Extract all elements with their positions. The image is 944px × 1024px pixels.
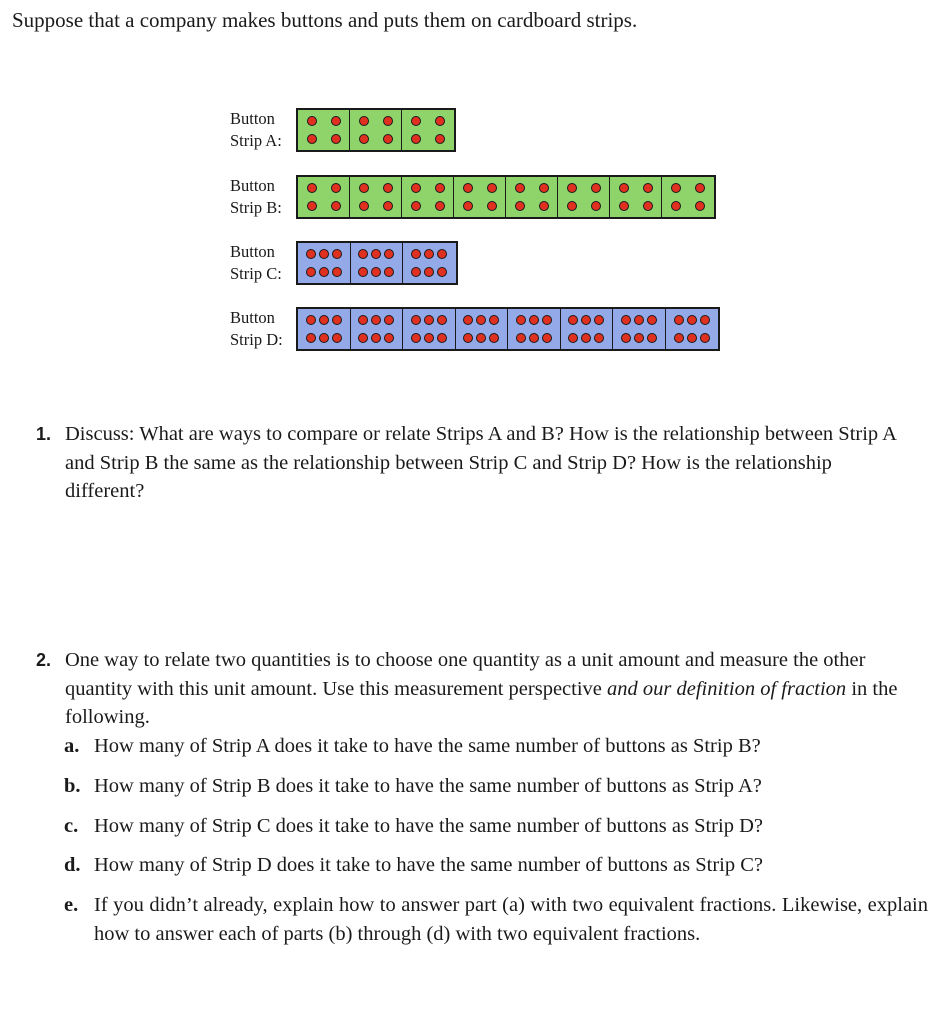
strip-unit xyxy=(662,177,714,217)
button-dot xyxy=(306,333,316,343)
button-dot xyxy=(411,183,421,193)
button-dot xyxy=(700,315,710,325)
strip-unit xyxy=(456,309,509,349)
button-dot xyxy=(411,315,421,325)
button-dot xyxy=(619,201,629,211)
button-dot xyxy=(529,333,539,343)
strip-unit xyxy=(350,110,402,150)
button-dot xyxy=(358,315,368,325)
question-2-part-a xyxy=(64,732,928,761)
button-dot xyxy=(319,315,329,325)
question-2-part-b xyxy=(64,772,928,801)
button-dot xyxy=(515,201,525,211)
question-1-text: Discuss: What are ways to compare or relate Strips A and B? How is the relationship between Strip A and Strip B the same as the relationship between Strip C and Strip D? How is the relationship different? xyxy=(65,423,896,502)
strip-unit xyxy=(610,177,662,217)
part-e-letter: e. xyxy=(64,894,79,916)
button-dot xyxy=(463,333,473,343)
button-dot xyxy=(539,201,549,211)
part-b-text: How many of Strip B does it take to have the same number of buttons as Strip A? xyxy=(94,775,762,797)
button-dot xyxy=(487,201,497,211)
button-dot xyxy=(700,333,710,343)
button-dot xyxy=(307,183,317,193)
button-dot xyxy=(487,183,497,193)
strip-unit xyxy=(298,110,350,150)
part-d-text: How many of Strip D does it take to have the same number of buttons as Strip C? xyxy=(94,854,763,876)
button-dot xyxy=(384,249,394,259)
button-dot xyxy=(332,315,342,325)
button-dot xyxy=(306,249,316,259)
button-dot xyxy=(332,267,342,277)
button-dot xyxy=(319,267,329,277)
button-dot xyxy=(359,134,369,144)
button-dot xyxy=(371,267,381,277)
button-dot xyxy=(332,249,342,259)
button-dot xyxy=(319,333,329,343)
button-dot xyxy=(594,315,604,325)
button-dot xyxy=(516,315,526,325)
button-dot xyxy=(358,267,368,277)
strip-unit xyxy=(351,309,404,349)
strip-d-label: Button Strip D: xyxy=(230,308,283,349)
strip-a-label: Button Strip A: xyxy=(230,109,282,150)
question-2-part-c xyxy=(64,812,928,841)
button-dot xyxy=(435,134,445,144)
button-dot xyxy=(568,333,578,343)
button-dot xyxy=(384,315,394,325)
button-dot xyxy=(489,315,499,325)
button-dot xyxy=(647,333,657,343)
button-dot xyxy=(411,201,421,211)
button-dot xyxy=(463,183,473,193)
button-dot xyxy=(634,315,644,325)
button-dot xyxy=(424,249,434,259)
button-dot xyxy=(621,315,631,325)
button-dot xyxy=(359,201,369,211)
part-e-text: If you didn’t already, explain how to answer part (a) with two equivalent fractions. Likewise, explain how to answer each of parts (b) through (d) with two equivalent fractions. xyxy=(94,894,928,945)
strip-unit xyxy=(508,309,561,349)
strip-unit xyxy=(350,177,402,217)
button-dot xyxy=(359,116,369,126)
button-dot xyxy=(647,315,657,325)
button-dot xyxy=(437,333,447,343)
button-dot xyxy=(307,134,317,144)
button-dot xyxy=(411,267,421,277)
question-2-text: One way to relate two quantities is to choose one quantity as a unit amount and measure the other quantity with this unit amount. Use this measurement perspective and our definition of fraction in the following. xyxy=(65,649,898,728)
button-strip-b xyxy=(296,175,716,219)
button-dot xyxy=(463,201,473,211)
button-dot xyxy=(437,315,447,325)
button-dot xyxy=(411,134,421,144)
button-dot xyxy=(411,249,421,259)
button-dot xyxy=(332,333,342,343)
button-dot xyxy=(306,315,316,325)
button-dot xyxy=(383,183,393,193)
button-dot xyxy=(687,315,697,325)
question-2-number: 2. xyxy=(36,650,52,670)
button-dot xyxy=(411,116,421,126)
button-dot xyxy=(383,134,393,144)
button-dot xyxy=(581,333,591,343)
button-dot xyxy=(695,201,705,211)
button-dot xyxy=(424,267,434,277)
button-dot xyxy=(435,116,445,126)
button-dot xyxy=(384,267,394,277)
button-dot xyxy=(687,333,697,343)
question-2-part-d xyxy=(64,851,928,880)
button-dot xyxy=(424,315,434,325)
button-dot xyxy=(567,183,577,193)
strip-unit xyxy=(561,309,614,349)
strip-unit xyxy=(403,309,456,349)
button-dot xyxy=(383,201,393,211)
question-2 xyxy=(36,646,905,732)
button-dot xyxy=(539,183,549,193)
button-dot xyxy=(476,315,486,325)
button-dot xyxy=(359,183,369,193)
button-strip-c xyxy=(296,241,458,285)
part-b-letter: b. xyxy=(64,775,81,797)
strip-unit xyxy=(298,177,350,217)
button-dot xyxy=(463,315,473,325)
strip-unit xyxy=(402,110,454,150)
button-dot xyxy=(435,183,445,193)
button-dot xyxy=(331,183,341,193)
strip-unit xyxy=(298,309,351,349)
strip-unit xyxy=(402,177,454,217)
button-dot xyxy=(437,249,447,259)
button-dot xyxy=(515,183,525,193)
button-dot xyxy=(581,315,591,325)
button-dot xyxy=(634,333,644,343)
button-dot xyxy=(591,183,601,193)
button-dot xyxy=(358,333,368,343)
strip-c-label: Button Strip C: xyxy=(230,242,282,283)
intro-text: Suppose that a company makes buttons and puts them on cardboard strips. xyxy=(12,8,638,32)
button-dot xyxy=(437,267,447,277)
button-dot xyxy=(542,315,552,325)
question-2-part-e xyxy=(64,891,928,948)
button-dot xyxy=(643,201,653,211)
button-dot xyxy=(384,333,394,343)
strip-unit xyxy=(666,309,719,349)
button-dot xyxy=(331,116,341,126)
button-dot xyxy=(591,201,601,211)
button-dot xyxy=(319,249,329,259)
button-dot xyxy=(567,201,577,211)
question-1-number: 1. xyxy=(36,424,52,444)
part-c-text: How many of Strip C does it take to have the same number of buttons as Strip D? xyxy=(94,815,763,837)
strip-unit xyxy=(558,177,610,217)
strip-unit xyxy=(454,177,506,217)
button-dot xyxy=(619,183,629,193)
button-dot xyxy=(383,116,393,126)
strip-unit xyxy=(506,177,558,217)
button-dot xyxy=(424,333,434,343)
strip-b-label: Button Strip B: xyxy=(230,176,282,217)
button-dot xyxy=(489,333,499,343)
button-dot xyxy=(435,201,445,211)
button-dot xyxy=(568,315,578,325)
button-dot xyxy=(643,183,653,193)
button-dot xyxy=(358,249,368,259)
button-dot xyxy=(621,333,631,343)
button-dot xyxy=(674,315,684,325)
button-strip-d xyxy=(296,307,720,351)
part-c-letter: c. xyxy=(64,815,79,837)
button-dot xyxy=(371,315,381,325)
button-dot xyxy=(371,333,381,343)
question-1 xyxy=(36,420,905,506)
button-dot xyxy=(671,201,681,211)
button-dot xyxy=(411,333,421,343)
button-dot xyxy=(307,201,317,211)
button-dot xyxy=(695,183,705,193)
part-d-letter: d. xyxy=(64,854,81,876)
button-dot xyxy=(476,333,486,343)
button-dot xyxy=(516,333,526,343)
strip-unit xyxy=(403,243,456,283)
button-dot xyxy=(371,249,381,259)
button-dot xyxy=(671,183,681,193)
strip-unit xyxy=(298,243,351,283)
button-dot xyxy=(674,333,684,343)
strip-unit xyxy=(351,243,404,283)
button-dot xyxy=(331,201,341,211)
button-strip-a xyxy=(296,108,456,152)
button-dot xyxy=(529,315,539,325)
button-dot xyxy=(594,333,604,343)
button-dot xyxy=(542,333,552,343)
question-2-italic: and our definition of fraction xyxy=(607,677,847,700)
strip-unit xyxy=(613,309,666,349)
button-dot xyxy=(306,267,316,277)
part-a-text: How many of Strip A does it take to have the same number of buttons as Strip B? xyxy=(94,735,761,757)
button-dot xyxy=(331,134,341,144)
button-dot xyxy=(307,116,317,126)
part-a-letter: a. xyxy=(64,735,80,757)
